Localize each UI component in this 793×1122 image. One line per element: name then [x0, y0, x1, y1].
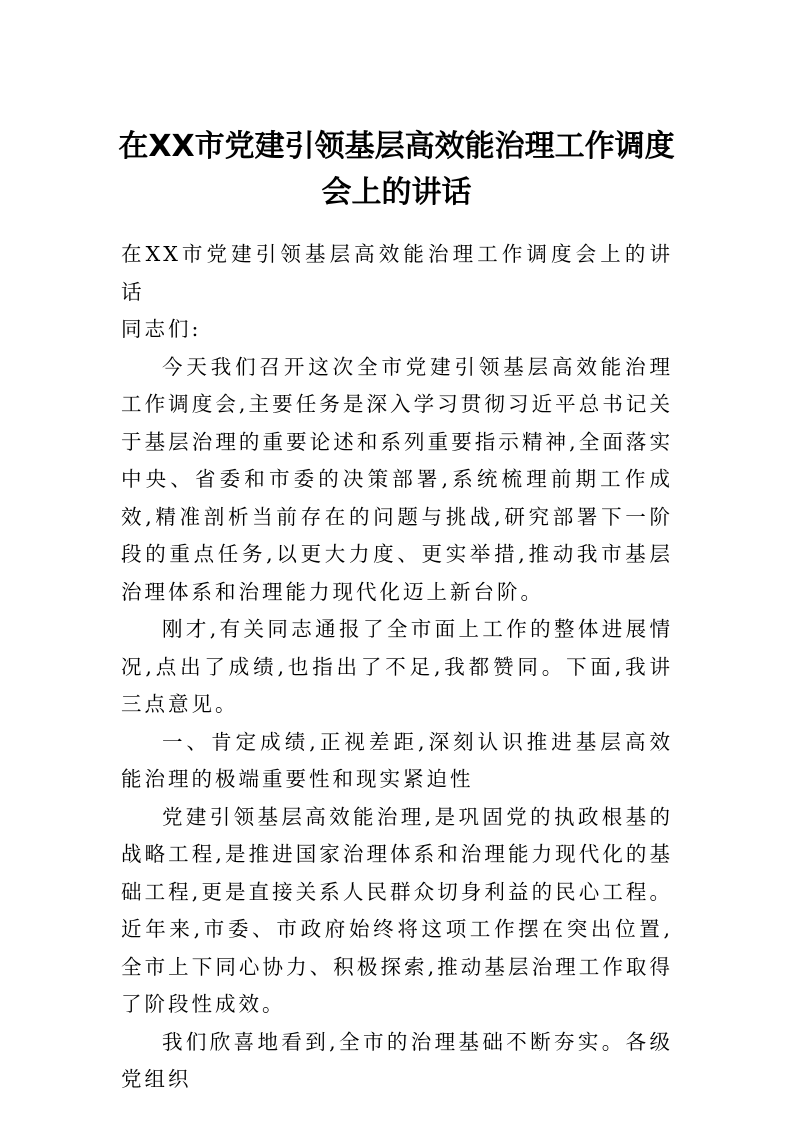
paragraph-transition: 刚才,有关同志通报了全市面上工作的整体进展情况,点出了成绩,也指出了不足,我都赞同。下面,我讲三点意见。 — [121, 617, 673, 716]
paragraph-opening: 今天我们召开这次全市党建引领基层高效能治理工作调度会,主要任务是深入学习贯彻习近平总书记关于基层治理的重要论述和系列重要指示精神,全面落实中央、省委和市委的决策部署,系统梳理前期工作成效,精准剖析当前存在的问题与挑战,研究部署下一阶段的重点任务,以更大力度、更实举措,推动我市基层治理体系和治理能力现代化迈上新台阶。 — [121, 354, 673, 604]
paragraph-section-1-detail: 我们欣喜地看到,全市的治理基础不断夯实。各级党组织 — [121, 1029, 673, 1091]
document-subtitle: 在XX市党建引领基层高效能治理工作调度会上的讲话 — [121, 242, 673, 304]
document-title-line-2: 会上的讲话 — [321, 175, 472, 210]
document-body — [121, 236, 673, 1099]
section-heading-1: 一、肯定成绩,正视差距,深刻认识推进基层高效能治理的极端重要性和现实紧迫性 — [121, 729, 673, 791]
salutation: 同志们: — [121, 317, 202, 341]
document-title-line-1: 在XX市党建引领基层高效能治理工作调度 — [118, 129, 675, 164]
paragraph-section-1-intro: 党建引领基层高效能治理,是巩固党的执政根基的战略工程,是推进国家治理体系和治理能力现代化的基础工程,更是直接关系人民群众切身利益的民心工程。近年来,市委、市政府始终将这项工作摆在突出位置,全市上下同心协力、积极探索,推动基层治理工作取得了阶段性成效。 — [121, 804, 673, 1016]
